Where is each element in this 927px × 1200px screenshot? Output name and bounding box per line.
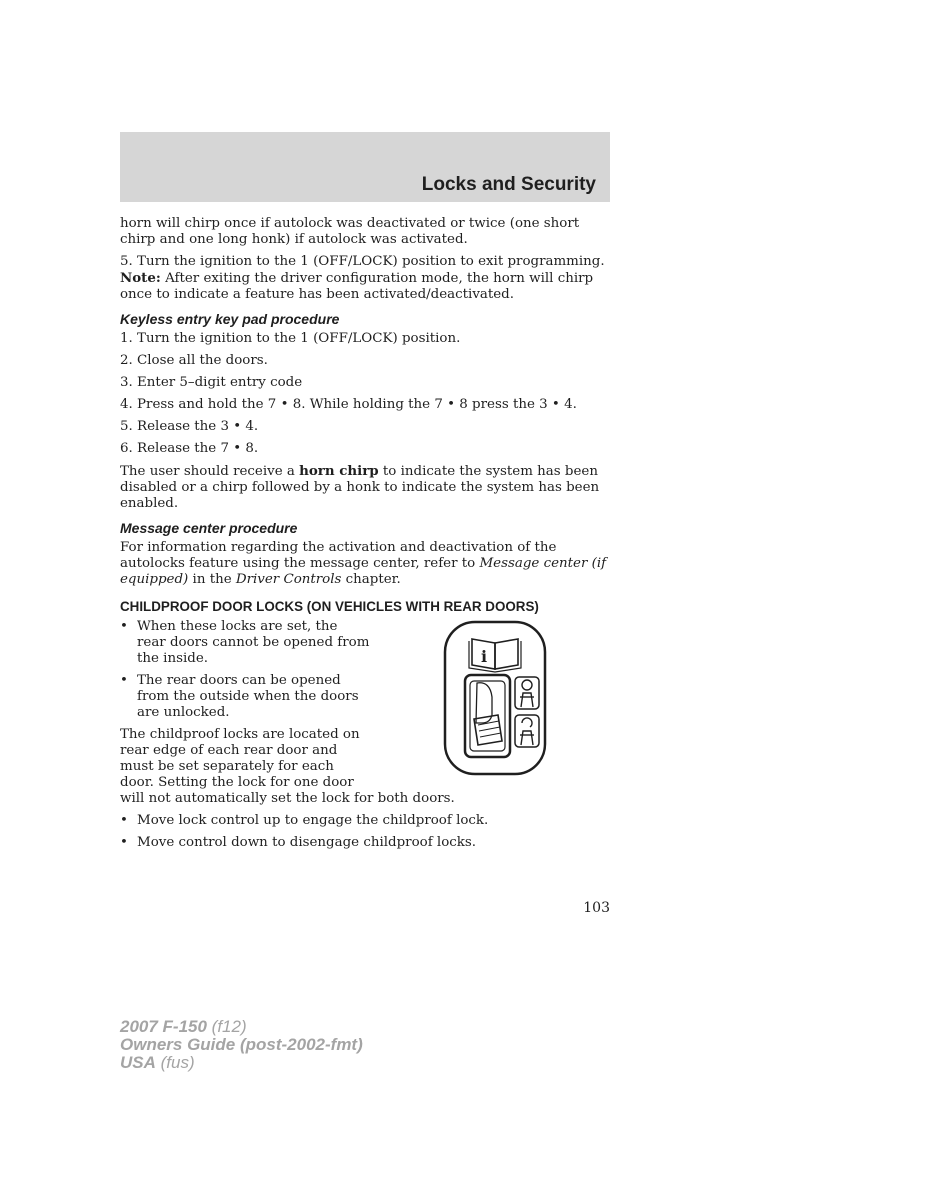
keyless-step-6: 6. Release the 7 • 8. [120, 441, 259, 456]
footer-line-3 [120, 1054, 363, 1072]
page-content [120, 216, 610, 857]
footer-model-code: (f12) [206, 1017, 247, 1036]
footer-model: 2007 F-150 [120, 1017, 207, 1036]
bullet-locks-set [120, 619, 370, 667]
bullet-text: When these locks are set, the rear doors cannot be opened from the inside. [137, 619, 370, 666]
note-label: Note: [120, 270, 161, 286]
keyless-step-3: 3. Enter 5–digit entry code [120, 375, 303, 390]
footer-region-code: (fus) [155, 1053, 195, 1072]
bullet-disengage-lock [120, 835, 610, 851]
paragraph-user-receive [120, 463, 610, 512]
bullet-dot: • [120, 619, 128, 634]
bullet-dot: • [120, 835, 128, 850]
msg-text-pre: For information regarding the activation and deactivation of the autolocks feature using the message center, refer to [120, 540, 557, 571]
paragraph-message-center [120, 540, 610, 588]
bullet-dot: • [120, 813, 128, 828]
keyless-step-1: 1. Turn the ignition to the 1 (OFF/LOCK) position. [120, 331, 461, 346]
msg-text-mid: in the [188, 572, 236, 587]
keyless-step-2: 2. Close all the doors. [120, 353, 268, 368]
step-5-text: 5. Turn the ignition to the 1 (OFF/LOCK) position to exit programming. [120, 254, 605, 269]
bullet-text: Move lock control up to engage the childproof lock. [137, 813, 489, 828]
keyless-step-5: 5. Release the 3 • 4. [120, 419, 259, 434]
bullet-engage-lock [120, 813, 610, 829]
keyless-step-4: 4. Press and hold the 7 • 8. While holding the 7 • 8 press the 3 • 4. [120, 397, 577, 412]
user-text-post: to indicate the system has been disabled or a chirp followed by a honk to indicate the system has been enabled. [120, 464, 600, 511]
page-number: 103 [583, 900, 610, 916]
bullet-dot: • [120, 673, 128, 688]
footer-line-2: Owners Guide (post-2002-fmt) [120, 1035, 363, 1054]
keyless-heading: Keyless entry key pad procedure [120, 311, 340, 327]
svg-text:i: i [480, 647, 488, 666]
bullet-text: The rear doors can be opened from the outside when the doors are unlocked. [137, 673, 359, 720]
bullet-doors-outside [120, 673, 370, 721]
childproof-lock-illustration [442, 619, 548, 777]
message-center-heading: Message center procedure [120, 520, 298, 536]
page-title: Locks and Security [421, 174, 596, 195]
header-band [120, 132, 610, 202]
paragraph-locks-location: The childproof locks are located on rear edge of each rear door and must be set separately for each door. Setting the lock for one door [120, 727, 360, 790]
paragraph-horn-chirp: horn will chirp once if autolock was deactivated or twice (one short chirp and one long honk) if autolock was activated. [120, 216, 580, 247]
childproof-region [120, 619, 610, 807]
msg-ref-driver-controls: Driver Controls [235, 572, 342, 587]
paragraph-exit-programming [120, 254, 610, 303]
horn-chirp-bold: horn chirp [299, 463, 379, 479]
paragraph-locks-location-cont: will not automatically set the lock for both doors. [120, 791, 455, 806]
note-text: After exiting the driver configuration mode, the horn will chirp once to indicate a feature has been activated/deactivated. [120, 271, 594, 302]
user-text-pre: The user should receive a [120, 464, 300, 479]
footer-region: USA [120, 1053, 156, 1072]
childproof-heading: CHILDPROOF DOOR LOCKS (ON VEHICLES WITH REAR DOORS) [120, 599, 539, 614]
footer-info [120, 1018, 363, 1072]
footer-line-1 [120, 1018, 363, 1036]
msg-text-post: chapter. [341, 572, 401, 587]
bullet-text: Move control down to disengage childproof locks. [137, 835, 477, 850]
msg-ref-message-center: Message center (if equipped) [120, 556, 607, 587]
